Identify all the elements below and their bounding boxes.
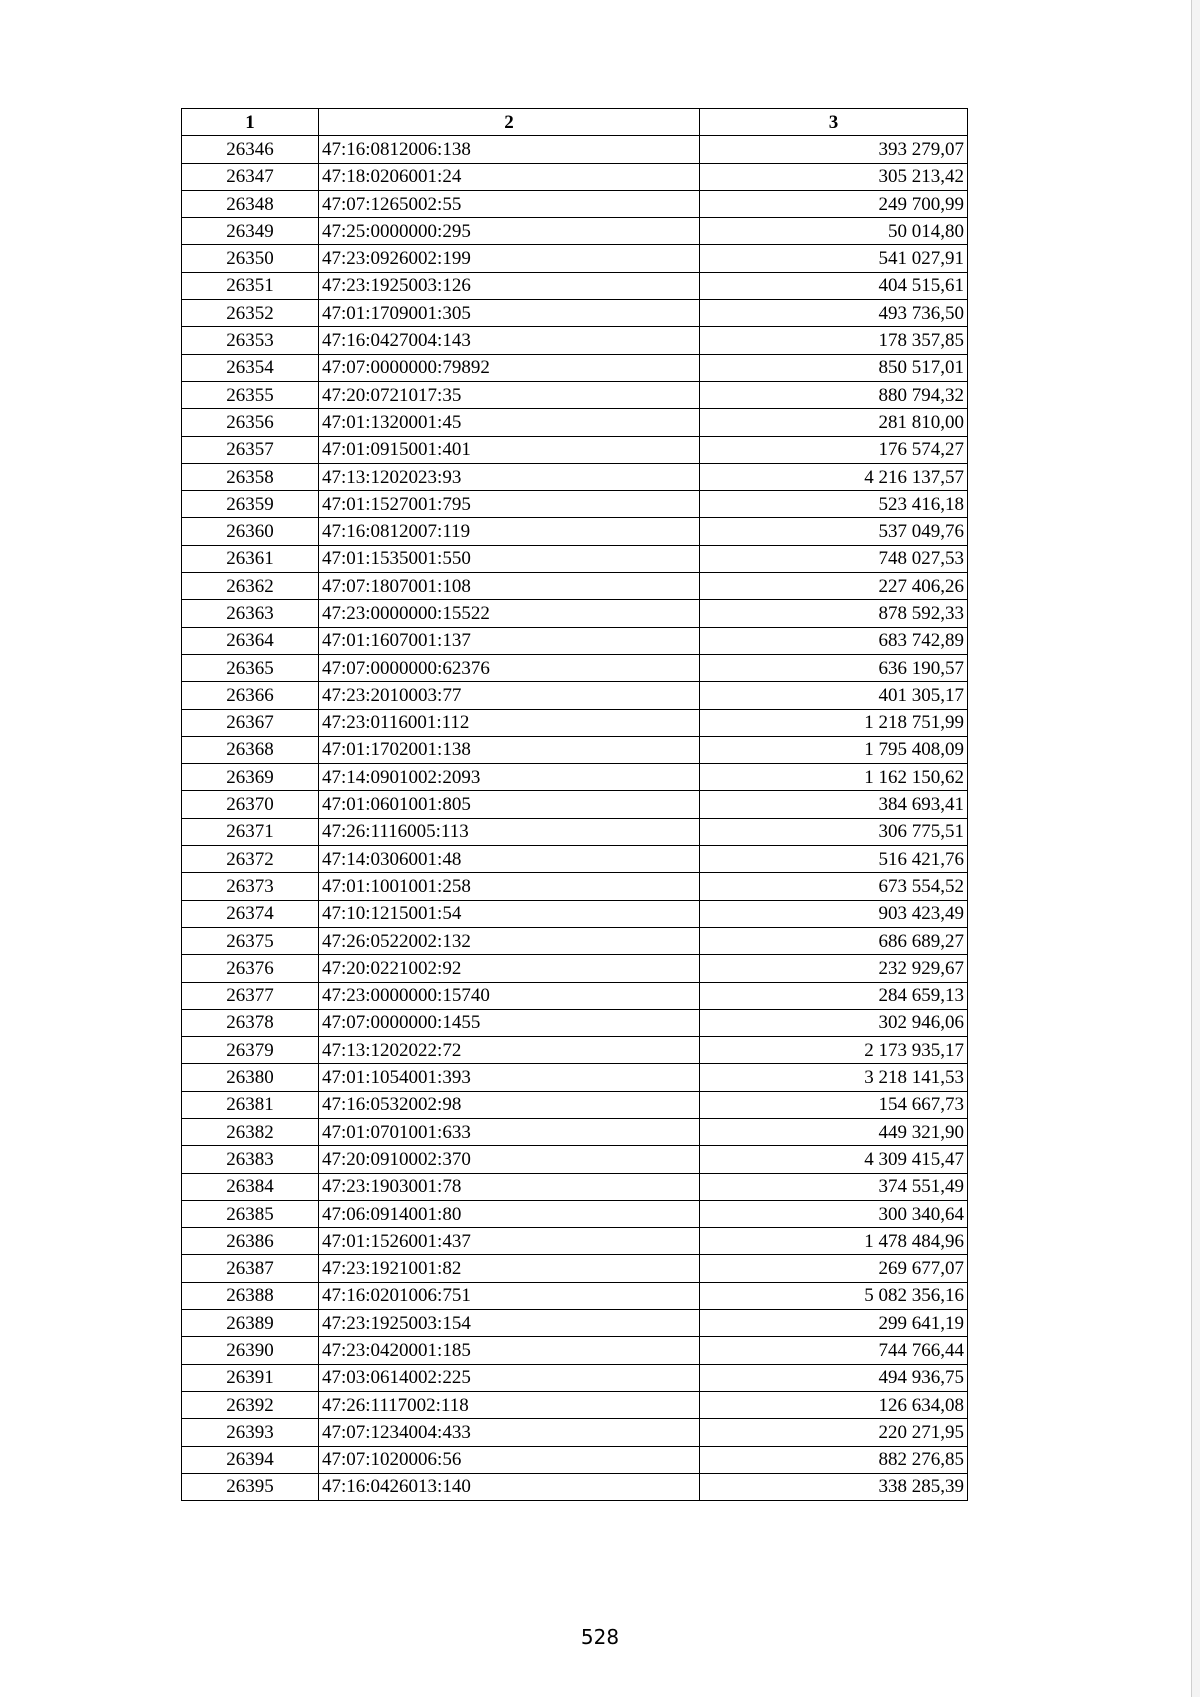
row-number-cell: 26391 bbox=[182, 1364, 319, 1391]
value-cell: 541 027,91 bbox=[700, 245, 968, 272]
cadastral-number-cell: 47:07:1234004:433 bbox=[319, 1419, 700, 1446]
row-number-cell: 26383 bbox=[182, 1146, 319, 1173]
value-cell: 305 213,42 bbox=[700, 163, 968, 190]
table-row bbox=[182, 1255, 968, 1282]
table-row bbox=[182, 327, 968, 354]
value-cell: 404 515,61 bbox=[700, 272, 968, 299]
row-number-cell: 26389 bbox=[182, 1310, 319, 1337]
table-row bbox=[182, 436, 968, 463]
value-cell: 516 421,76 bbox=[700, 846, 968, 873]
value-cell: 5 082 356,16 bbox=[700, 1282, 968, 1309]
row-number-cell: 26355 bbox=[182, 381, 319, 408]
cadastral-number-cell: 47:16:0532002:98 bbox=[319, 1091, 700, 1118]
table-row bbox=[182, 1200, 968, 1227]
table-row bbox=[182, 300, 968, 327]
value-cell: 449 321,90 bbox=[700, 1118, 968, 1145]
row-number-cell: 26369 bbox=[182, 764, 319, 791]
row-number-cell: 26363 bbox=[182, 600, 319, 627]
value-cell: 393 279,07 bbox=[700, 136, 968, 163]
value-cell: 220 271,95 bbox=[700, 1419, 968, 1446]
table-row bbox=[182, 163, 968, 190]
table-row bbox=[182, 491, 968, 518]
row-number-cell: 26386 bbox=[182, 1228, 319, 1255]
table-row bbox=[182, 1364, 968, 1391]
value-cell: 903 423,49 bbox=[700, 900, 968, 927]
table-row bbox=[182, 654, 968, 681]
column-header-3: 3 bbox=[700, 109, 968, 136]
value-cell: 494 936,75 bbox=[700, 1364, 968, 1391]
row-number-cell: 26346 bbox=[182, 136, 319, 163]
value-cell: 523 416,18 bbox=[700, 491, 968, 518]
value-cell: 306 775,51 bbox=[700, 818, 968, 845]
cadastral-number-cell: 47:18:0206001:24 bbox=[319, 163, 700, 190]
cadastral-number-cell: 47:20:0910002:370 bbox=[319, 1146, 700, 1173]
row-number-cell: 26361 bbox=[182, 545, 319, 572]
row-number-cell: 26372 bbox=[182, 846, 319, 873]
value-cell: 374 551,49 bbox=[700, 1173, 968, 1200]
cadastral-number-cell: 47:23:1921001:82 bbox=[319, 1255, 700, 1282]
table-row bbox=[182, 1228, 968, 1255]
cadastral-number-cell: 47:07:0000000:62376 bbox=[319, 654, 700, 681]
row-number-cell: 26350 bbox=[182, 245, 319, 272]
row-number-cell: 26379 bbox=[182, 1037, 319, 1064]
cadastral-number-cell: 47:13:1202022:72 bbox=[319, 1037, 700, 1064]
table-body bbox=[182, 136, 968, 1501]
cadastral-number-cell: 47:01:1054001:393 bbox=[319, 1064, 700, 1091]
table-row bbox=[182, 627, 968, 654]
value-cell: 686 689,27 bbox=[700, 927, 968, 954]
row-number-cell: 26368 bbox=[182, 736, 319, 763]
value-cell: 3 218 141,53 bbox=[700, 1064, 968, 1091]
row-number-cell: 26388 bbox=[182, 1282, 319, 1309]
table-row bbox=[182, 600, 968, 627]
value-cell: 1 795 408,09 bbox=[700, 736, 968, 763]
row-number-cell: 26349 bbox=[182, 218, 319, 245]
data-table bbox=[181, 108, 968, 1501]
table-row bbox=[182, 245, 968, 272]
cadastral-number-cell: 47:01:1320001:45 bbox=[319, 409, 700, 436]
value-cell: 636 190,57 bbox=[700, 654, 968, 681]
value-cell: 744 766,44 bbox=[700, 1337, 968, 1364]
cadastral-number-cell: 47:01:1709001:305 bbox=[319, 300, 700, 327]
row-number-cell: 26390 bbox=[182, 1337, 319, 1364]
value-cell: 154 667,73 bbox=[700, 1091, 968, 1118]
table-row bbox=[182, 818, 968, 845]
table-row bbox=[182, 1091, 968, 1118]
table-row bbox=[182, 136, 968, 163]
row-number-cell: 26393 bbox=[182, 1419, 319, 1446]
row-number-cell: 26395 bbox=[182, 1473, 319, 1500]
value-cell: 299 641,19 bbox=[700, 1310, 968, 1337]
cadastral-number-cell: 47:01:0915001:401 bbox=[319, 436, 700, 463]
table-row bbox=[182, 573, 968, 600]
cadastral-number-cell: 47:23:0000000:15522 bbox=[319, 600, 700, 627]
value-cell: 384 693,41 bbox=[700, 791, 968, 818]
row-number-cell: 26378 bbox=[182, 1009, 319, 1036]
value-cell: 882 276,85 bbox=[700, 1446, 968, 1473]
cadastral-number-cell: 47:16:0812006:138 bbox=[319, 136, 700, 163]
value-cell: 401 305,17 bbox=[700, 682, 968, 709]
cadastral-number-cell: 47:07:1265002:55 bbox=[319, 190, 700, 217]
row-number-cell: 26394 bbox=[182, 1446, 319, 1473]
row-number-cell: 26359 bbox=[182, 491, 319, 518]
cadastral-number-cell: 47:01:1702001:138 bbox=[319, 736, 700, 763]
page-number: 528 bbox=[580, 1625, 620, 1649]
value-cell: 748 027,53 bbox=[700, 545, 968, 572]
value-cell: 232 929,67 bbox=[700, 955, 968, 982]
row-number-cell: 26373 bbox=[182, 873, 319, 900]
row-number-cell: 26370 bbox=[182, 791, 319, 818]
cadastral-number-cell: 47:07:0000000:79892 bbox=[319, 354, 700, 381]
table-row bbox=[182, 982, 968, 1009]
row-number-cell: 26348 bbox=[182, 190, 319, 217]
row-number-cell: 26374 bbox=[182, 900, 319, 927]
table-row bbox=[182, 682, 968, 709]
cadastral-number-cell: 47:23:0420001:185 bbox=[319, 1337, 700, 1364]
row-number-cell: 26362 bbox=[182, 573, 319, 600]
cadastral-number-cell: 47:01:1535001:550 bbox=[319, 545, 700, 572]
value-cell: 300 340,64 bbox=[700, 1200, 968, 1227]
cadastral-number-cell: 47:23:2010003:77 bbox=[319, 682, 700, 709]
header-row bbox=[182, 109, 968, 136]
cadastral-number-cell: 47:16:0427004:143 bbox=[319, 327, 700, 354]
table-row bbox=[182, 900, 968, 927]
cadastral-number-cell: 47:03:0614002:225 bbox=[319, 1364, 700, 1391]
row-number-cell: 26356 bbox=[182, 409, 319, 436]
row-number-cell: 26377 bbox=[182, 982, 319, 1009]
value-cell: 850 517,01 bbox=[700, 354, 968, 381]
cadastral-number-cell: 47:23:0926002:199 bbox=[319, 245, 700, 272]
value-cell: 880 794,32 bbox=[700, 381, 968, 408]
row-number-cell: 26360 bbox=[182, 518, 319, 545]
cadastral-number-cell: 47:23:0000000:15740 bbox=[319, 982, 700, 1009]
value-cell: 493 736,50 bbox=[700, 300, 968, 327]
table-row bbox=[182, 1337, 968, 1364]
table-row bbox=[182, 1419, 968, 1446]
row-number-cell: 26365 bbox=[182, 654, 319, 681]
cadastral-number-cell: 47:01:1607001:137 bbox=[319, 627, 700, 654]
cadastral-number-cell: 47:01:1526001:437 bbox=[319, 1228, 700, 1255]
table-row bbox=[182, 272, 968, 299]
table-row bbox=[182, 846, 968, 873]
cadastral-number-cell: 47:20:0221002:92 bbox=[319, 955, 700, 982]
value-cell: 281 810,00 bbox=[700, 409, 968, 436]
table-row bbox=[182, 1118, 968, 1145]
table-row bbox=[182, 1391, 968, 1418]
table-row bbox=[182, 791, 968, 818]
table-row bbox=[182, 409, 968, 436]
cadastral-number-cell: 47:20:0721017:35 bbox=[319, 381, 700, 408]
cadastral-number-cell: 47:23:1903001:78 bbox=[319, 1173, 700, 1200]
value-cell: 249 700,99 bbox=[700, 190, 968, 217]
table-row bbox=[182, 1009, 968, 1036]
row-number-cell: 26371 bbox=[182, 818, 319, 845]
row-number-cell: 26384 bbox=[182, 1173, 319, 1200]
table-row bbox=[182, 190, 968, 217]
table-header bbox=[182, 109, 968, 136]
cadastral-number-cell: 47:23:0116001:112 bbox=[319, 709, 700, 736]
value-cell: 1 162 150,62 bbox=[700, 764, 968, 791]
value-cell: 878 592,33 bbox=[700, 600, 968, 627]
row-number-cell: 26354 bbox=[182, 354, 319, 381]
row-number-cell: 26376 bbox=[182, 955, 319, 982]
cadastral-number-cell: 47:16:0812007:119 bbox=[319, 518, 700, 545]
row-number-cell: 26366 bbox=[182, 682, 319, 709]
cadastral-number-cell: 47:07:0000000:1455 bbox=[319, 1009, 700, 1036]
value-cell: 1 478 484,96 bbox=[700, 1228, 968, 1255]
table-row bbox=[182, 463, 968, 490]
page-edge bbox=[1191, 0, 1200, 1697]
table-row bbox=[182, 873, 968, 900]
value-cell: 227 406,26 bbox=[700, 573, 968, 600]
row-number-cell: 26367 bbox=[182, 709, 319, 736]
table-row bbox=[182, 1446, 968, 1473]
table-row bbox=[182, 518, 968, 545]
column-header-2: 2 bbox=[319, 109, 700, 136]
cadastral-number-cell: 47:23:1925003:154 bbox=[319, 1310, 700, 1337]
cadastral-number-cell: 47:01:1001001:258 bbox=[319, 873, 700, 900]
table-row bbox=[182, 1173, 968, 1200]
value-cell: 269 677,07 bbox=[700, 1255, 968, 1282]
cadastral-number-cell: 47:26:0522002:132 bbox=[319, 927, 700, 954]
value-cell: 673 554,52 bbox=[700, 873, 968, 900]
table-row bbox=[182, 1064, 968, 1091]
cadastral-number-cell: 47:06:0914001:80 bbox=[319, 1200, 700, 1227]
value-cell: 178 357,85 bbox=[700, 327, 968, 354]
value-cell: 4 309 415,47 bbox=[700, 1146, 968, 1173]
row-number-cell: 26353 bbox=[182, 327, 319, 354]
value-cell: 284 659,13 bbox=[700, 982, 968, 1009]
cadastral-number-cell: 47:16:0426013:140 bbox=[319, 1473, 700, 1500]
row-number-cell: 26392 bbox=[182, 1391, 319, 1418]
cadastral-number-cell: 47:10:1215001:54 bbox=[319, 900, 700, 927]
table-row bbox=[182, 1146, 968, 1173]
cadastral-number-cell: 47:26:1116005:113 bbox=[319, 818, 700, 845]
row-number-cell: 26375 bbox=[182, 927, 319, 954]
row-number-cell: 26387 bbox=[182, 1255, 319, 1282]
row-number-cell: 26380 bbox=[182, 1064, 319, 1091]
table-row bbox=[182, 545, 968, 572]
table-row bbox=[182, 381, 968, 408]
value-cell: 126 634,08 bbox=[700, 1391, 968, 1418]
row-number-cell: 26352 bbox=[182, 300, 319, 327]
table-row bbox=[182, 764, 968, 791]
cadastral-number-cell: 47:14:0306001:48 bbox=[319, 846, 700, 873]
table-row bbox=[182, 1473, 968, 1500]
cadastral-number-cell: 47:16:0201006:751 bbox=[319, 1282, 700, 1309]
table-row bbox=[182, 1282, 968, 1309]
cadastral-number-cell: 47:25:0000000:295 bbox=[319, 218, 700, 245]
value-cell: 302 946,06 bbox=[700, 1009, 968, 1036]
table-row bbox=[182, 1037, 968, 1064]
value-cell: 537 049,76 bbox=[700, 518, 968, 545]
cadastral-number-cell: 47:01:0701001:633 bbox=[319, 1118, 700, 1145]
value-cell: 2 173 935,17 bbox=[700, 1037, 968, 1064]
row-number-cell: 26358 bbox=[182, 463, 319, 490]
table-row bbox=[182, 709, 968, 736]
row-number-cell: 26381 bbox=[182, 1091, 319, 1118]
row-number-cell: 26385 bbox=[182, 1200, 319, 1227]
cadastral-number-cell: 47:26:1117002:118 bbox=[319, 1391, 700, 1418]
row-number-cell: 26382 bbox=[182, 1118, 319, 1145]
value-cell: 1 218 751,99 bbox=[700, 709, 968, 736]
value-cell: 4 216 137,57 bbox=[700, 463, 968, 490]
row-number-cell: 26347 bbox=[182, 163, 319, 190]
table-row bbox=[182, 736, 968, 763]
cadastral-number-cell: 47:13:1202023:93 bbox=[319, 463, 700, 490]
cadastral-number-cell: 47:14:0901002:2093 bbox=[319, 764, 700, 791]
value-cell: 683 742,89 bbox=[700, 627, 968, 654]
table-row bbox=[182, 955, 968, 982]
table-row bbox=[182, 218, 968, 245]
cadastral-number-cell: 47:23:1925003:126 bbox=[319, 272, 700, 299]
cadastral-number-cell: 47:01:1527001:795 bbox=[319, 491, 700, 518]
table-row bbox=[182, 927, 968, 954]
row-number-cell: 26357 bbox=[182, 436, 319, 463]
cadastral-number-cell: 47:07:1020006:56 bbox=[319, 1446, 700, 1473]
table-row bbox=[182, 1310, 968, 1337]
table-row bbox=[182, 354, 968, 381]
cadastral-number-cell: 47:01:0601001:805 bbox=[319, 791, 700, 818]
cadastral-number-cell: 47:07:1807001:108 bbox=[319, 573, 700, 600]
value-cell: 50 014,80 bbox=[700, 218, 968, 245]
value-cell: 338 285,39 bbox=[700, 1473, 968, 1500]
column-header-1: 1 bbox=[182, 109, 319, 136]
value-cell: 176 574,27 bbox=[700, 436, 968, 463]
row-number-cell: 26364 bbox=[182, 627, 319, 654]
row-number-cell: 26351 bbox=[182, 272, 319, 299]
